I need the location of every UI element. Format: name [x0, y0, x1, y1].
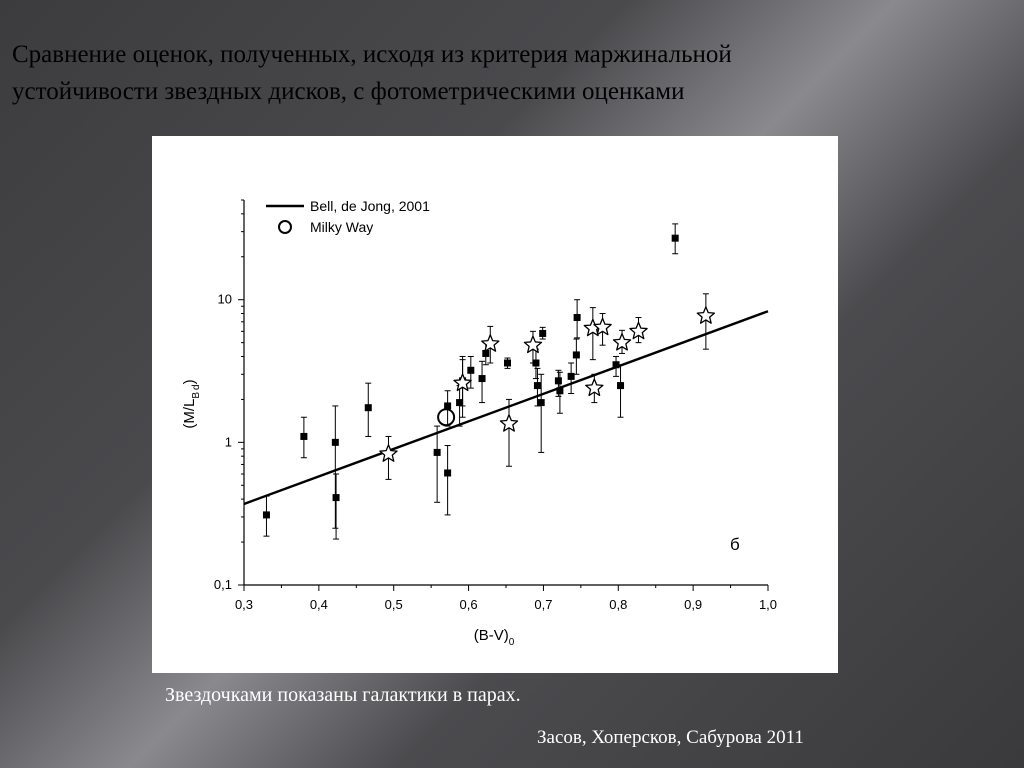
x-axis-label	[474, 627, 515, 648]
square-point	[479, 375, 486, 382]
y-axis-label-main: (M/L	[181, 398, 198, 429]
legend-label: Milky Way	[310, 219, 374, 235]
square-point	[556, 387, 563, 394]
chart-legend	[266, 198, 430, 235]
square-point	[333, 494, 340, 501]
x-axis-label-sub: 0	[508, 637, 515, 648]
square-point	[332, 439, 339, 446]
x-tick-label: 0,3	[234, 597, 254, 612]
square-point	[456, 399, 463, 406]
citation: Засов, Хоперсков, Сабурова 2011	[537, 727, 804, 748]
x-tick-label: 0,9	[684, 597, 703, 612]
scatter-chart	[152, 136, 838, 673]
square-point	[617, 382, 624, 389]
slide-title-line-1: Сравнение оценок, полученных, исходя из критерия маржинальной	[12, 41, 732, 68]
x-tick-label: 0,5	[384, 597, 403, 612]
x-tick-label: 0,4	[309, 597, 328, 612]
square-point	[434, 449, 441, 456]
legend-circle-swatch	[279, 221, 291, 233]
x-tick-label: 1,0	[758, 597, 778, 612]
y-tick-label: 0,1	[213, 577, 232, 592]
legend-label: Bell, de Jong, 2001	[310, 198, 430, 214]
y-axis-label-close: )	[181, 379, 198, 385]
panel-label: б	[730, 535, 740, 554]
slide-title	[12, 36, 1012, 110]
square-point	[539, 330, 546, 337]
square-point	[672, 235, 679, 242]
square-point	[365, 404, 372, 411]
y-axis-label-sub: B	[191, 391, 202, 399]
square-point	[574, 314, 581, 321]
x-axis-label-main: (B-V)	[473, 627, 509, 644]
square-point	[538, 399, 545, 406]
y-tick-label: 1	[224, 434, 232, 450]
square-point	[555, 377, 562, 384]
square-point	[467, 367, 474, 374]
x-tick-label: 0,8	[609, 597, 628, 612]
square-point	[534, 382, 541, 389]
x-tick-label: 0,7	[534, 597, 553, 612]
square-point	[504, 359, 511, 366]
y-axis-label	[181, 379, 202, 428]
square-point	[573, 351, 580, 358]
y-axis-label-sub2: d	[191, 384, 202, 390]
x-tick-label: 0,6	[459, 597, 478, 612]
square-point	[263, 511, 270, 518]
milky-way-point	[438, 409, 454, 425]
square-point	[300, 433, 307, 440]
chart-panel	[152, 136, 838, 673]
slide-title-line-2: устойчивости звездных дисков, с фотометрическими оценками	[12, 78, 685, 105]
square-point	[444, 469, 451, 476]
bell-de-jong-line	[244, 311, 768, 504]
y-tick-label: 10	[217, 291, 232, 307]
caption: Звездочками показаны галактики в парах.	[165, 684, 521, 706]
